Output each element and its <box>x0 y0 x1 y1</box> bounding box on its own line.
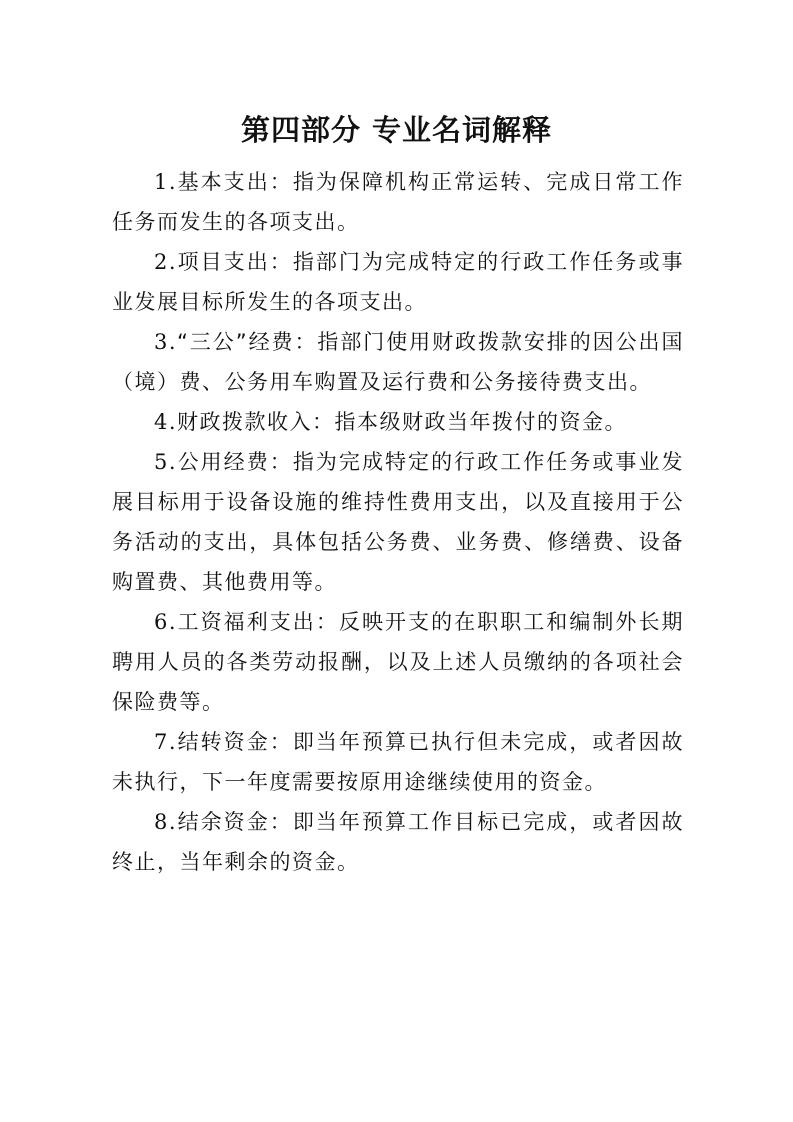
entry-definition: 即当年预算已执行但未完成，或者因故未执行，下一年度需要按原用途继续使用的资金。 <box>112 730 685 794</box>
entry-number: 8. <box>154 810 178 834</box>
entry-definition: 反映开支的在职职工和编制外长期聘用人员的各类劳动报酬，以及上述人员缴纳的各项社会保险费等。 <box>112 610 685 714</box>
entry-term: 财政拨款收入： <box>177 410 335 434</box>
entry-number: 2. <box>154 250 178 274</box>
entry-definition: 指部门为完成特定的行政工作任务或事业发展目标所发生的各项支出。 <box>112 250 685 314</box>
entry-term: 结转资金： <box>177 730 293 754</box>
page-title: 第四部分 专业名词解释 <box>240 113 553 147</box>
entry-definition: 指为保障机构正常运转、完成日常工作任务而发生的各项支出。 <box>112 170 685 234</box>
entry-term: 结余资金： <box>177 810 293 834</box>
entry-term: 项目支出： <box>177 250 293 274</box>
glossary-entry <box>112 242 684 322</box>
entry-number: 4. <box>154 410 178 434</box>
glossary-entry <box>112 442 684 602</box>
glossary-entry <box>112 322 684 402</box>
entry-number: 5. <box>154 450 178 474</box>
entry-definition: 即当年预算工作目标已完成，或者因故终止，当年剩余的资金。 <box>112 810 685 874</box>
glossary-entry <box>112 162 684 242</box>
glossary-entry <box>112 802 684 882</box>
entry-term: 公用经费： <box>177 450 293 474</box>
entry-definition: 指为完成特定的行政工作任务或事业发展目标用于设备设施的维持性费用支出，以及直接用于公务活动的支出，具体包括公务费、业务费、修缮费、设备购置费、其他费用等。 <box>112 450 685 594</box>
entry-number: 6. <box>154 610 178 634</box>
entry-term: 工资福利支出： <box>177 610 339 634</box>
entry-number: 1. <box>154 170 178 194</box>
glossary-entry <box>112 602 684 722</box>
entry-number: 7. <box>154 730 178 754</box>
entry-term: 基本支出： <box>177 170 293 194</box>
entry-term: “三公”经费： <box>177 330 318 354</box>
glossary-list <box>112 162 684 882</box>
entry-definition: 指本级财政当年拨付的资金。 <box>334 410 628 434</box>
entry-definition: 指部门使用财政拨款安排的因公出国（境）费、公务用车购置及运行费和公务接待费支出。 <box>112 330 684 394</box>
entry-number: 3. <box>154 330 178 354</box>
glossary-entry <box>112 722 684 802</box>
glossary-entry <box>112 402 684 442</box>
